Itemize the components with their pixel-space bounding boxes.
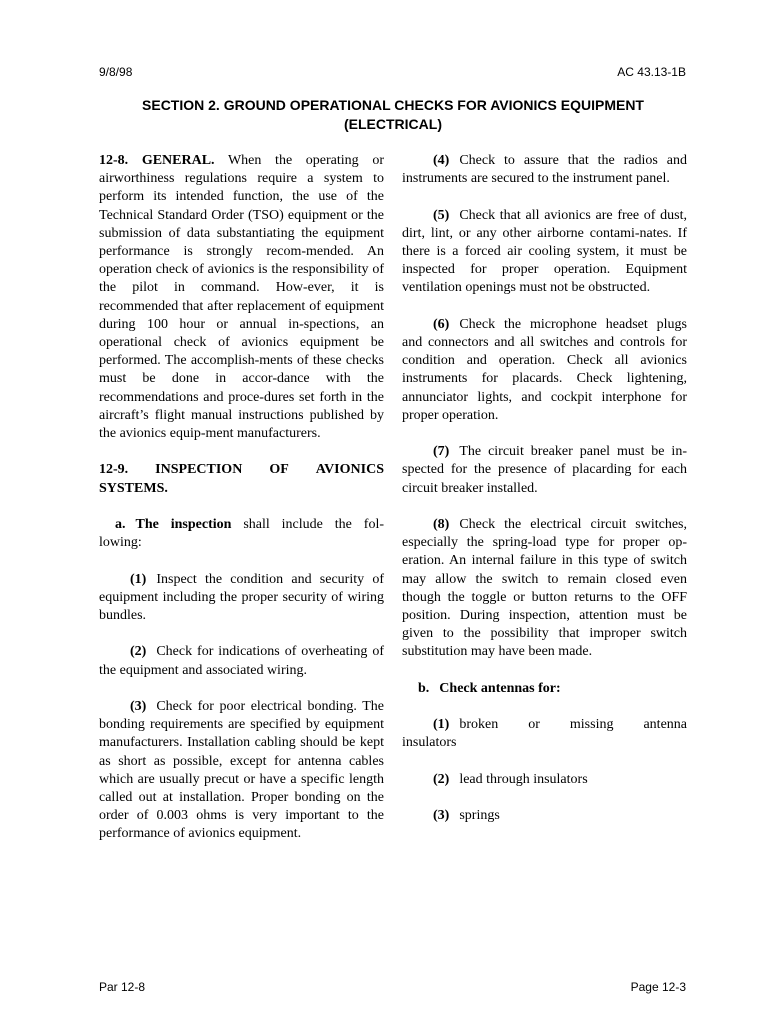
item-a-6 (402, 316, 687, 425)
item-a-6-text: Check the microphone headset plugs and connectors and all switches and controls for condition and operation. Check all avionics instruments for placards. Check lightening, annunciator lights, and cockpit interphone for proper operation. (402, 316, 687, 423)
paragraph-12-8-heading: 12-8. GENERAL. (99, 153, 215, 168)
item-b-text: Check antennas for: (439, 680, 561, 696)
header-doc-id: AC 43.13-1B (617, 65, 686, 79)
item-a-8-text: Check the electrical circuit switches, especially the spring-load type for proper op-eration. An internal failure in this type of switch may allow the switch to remain closed even though the toggle or button returns to the OFF position. During inspection, attention must be given to the possibility that improper switch substitution may have been made. (402, 517, 687, 660)
header-date: 9/8/98 (99, 65, 133, 79)
item-a-3-text: Check for poor electrical bonding. The bonding requirements are specified by equipment manufacturers. Installation cabling should be kept as short as possible, except for antenna cables which are usually precut or have a specific length called out at installation. Proper bonding on the order of 0.003 ohms is very important to the performance of avionics equipment. (99, 699, 384, 842)
item-a-2-text: Check for indications of overheating of the equipment and associated wiring. (99, 644, 384, 678)
item-b-1-num: (1) (433, 717, 450, 733)
heading-12-9-word4: SYSTEMS. (99, 480, 168, 496)
section-title-line2: (ELECTRICAL) (344, 116, 442, 132)
heading-12-9-word1: INSPECTION (155, 462, 243, 478)
section-title (99, 96, 687, 134)
item-a-7-text: The circuit breaker panel must be in-spected for the presence of placarding for each circuit breaker installed. (402, 444, 687, 496)
item-a (99, 516, 384, 552)
item-b-1 (402, 716, 687, 752)
item-a-7 (402, 443, 687, 498)
item-a-4-num: (4) (433, 153, 450, 168)
item-a-4 (402, 152, 687, 188)
item-b-1-word4: antenna (643, 717, 687, 733)
item-a-2 (99, 643, 384, 679)
item-a-8 (402, 516, 687, 662)
item-a-5-text: Check that all avionics are free of dust, dirt, lint, or any other airborne contami-nates. If there is a forced air cooling system, it must be inspected for proper operation. Equipment ventilation openings must not be obstructed. (402, 207, 687, 296)
item-b (402, 680, 687, 698)
item-a-2-num: (2) (130, 644, 147, 660)
item-a-bold: The inspection (135, 517, 232, 533)
item-b-1-word5: insulators (402, 735, 457, 751)
paragraph-12-8-text: When the operating or airworthiness regulations require a system to perform its intended function, the use of the Technical Standard Order (TSO) equipment or the submission of data substantiating the equipment performance is strongly recom-mended. An operation check of avionics is the responsibility of the pilot in command. How-ever, it is recommended that after replacement of equipment during 100 hour or annual in-spections, an operational check of avionics equipment be performed. The accomplish-ments of these checks must be done in accor-dance with the recommendations and proce-dures set forth in the aircraft’s flight manual instructions published by the avionics equip-ment manufacturers. (99, 153, 384, 442)
item-a-3-num: (3) (130, 699, 147, 715)
item-b-3-text: springs (459, 808, 500, 824)
item-b-3-num: (3) (433, 808, 450, 824)
item-a-5-num: (5) (433, 207, 450, 223)
right-column (402, 152, 687, 844)
item-b-2-num: (2) (433, 771, 450, 787)
item-a-1-num: (1) (130, 571, 147, 587)
item-a-4-text: Check to assure that the radios and instruments are secured to the instrument panel. (402, 153, 687, 187)
item-b-1-word3: missing (569, 717, 614, 733)
item-a-3 (99, 698, 384, 844)
item-b-label: b. (418, 680, 430, 696)
left-column (99, 152, 384, 862)
item-b-2 (402, 771, 687, 789)
heading-12-9-word3: AVIONICS (315, 462, 384, 478)
section-title-line1: SECTION 2. GROUND OPERATIONAL CHECKS FOR AVIONICS EQUIPMENT (142, 97, 644, 113)
footer-page: Page 12-3 (630, 980, 686, 994)
item-a-8-num: (8) (433, 517, 450, 532)
heading-12-9-num: 12-9. (99, 462, 129, 478)
item-b-2-text: lead through insulators (459, 771, 588, 787)
heading-12-9-word2: OF (269, 462, 289, 478)
item-b-1-word2: or (528, 717, 540, 733)
item-a-text: shall include the fol-lowing: (99, 517, 385, 551)
item-b-1-word1: broken (459, 717, 499, 733)
item-a-7-num: (7) (433, 444, 450, 460)
item-a-1 (99, 571, 384, 626)
item-a-5 (402, 207, 687, 298)
item-a-6-num: (6) (433, 316, 450, 332)
item-b-3 (402, 807, 687, 825)
item-a-1-text: Inspect the condition and security of equipment including the proper security of wiring bundles. (99, 571, 384, 624)
footer-par: Par 12-8 (99, 980, 146, 994)
item-a-label: a. (115, 517, 126, 533)
paragraph-12-9-heading (99, 461, 384, 497)
paragraph-12-8 (99, 152, 384, 443)
